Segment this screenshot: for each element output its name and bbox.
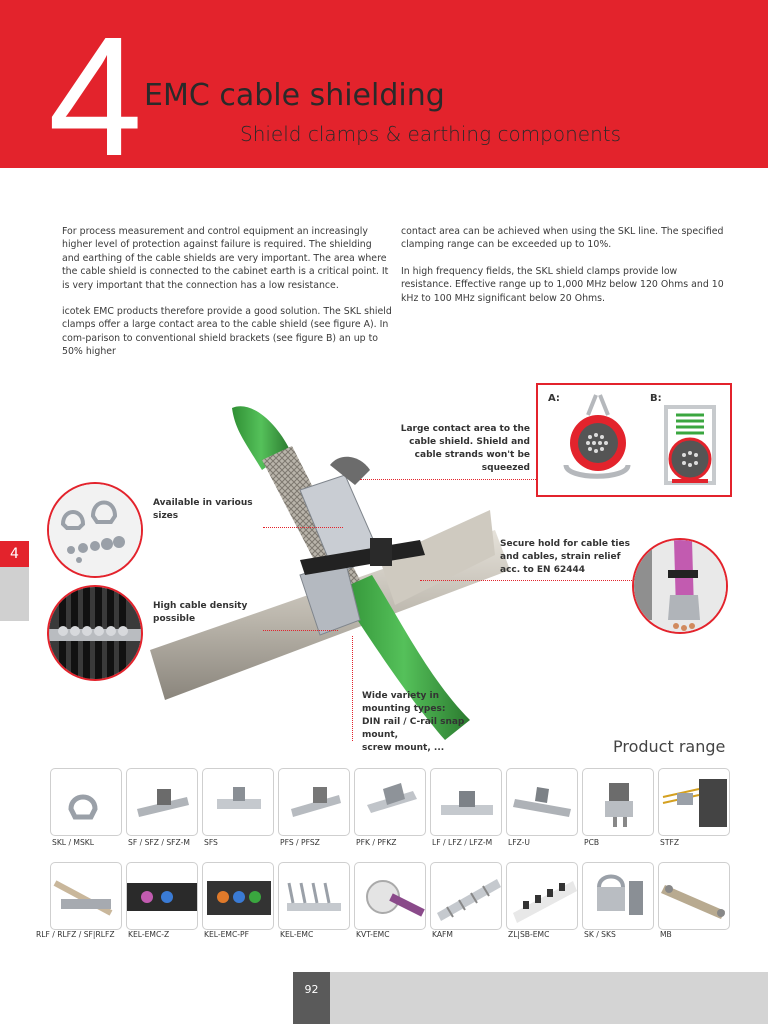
product-label: KVT-EMC — [356, 930, 390, 939]
intro-paragraph: contact area can be achieved when using the SKL line. The specified clamping range can be exceeded up to 10%. — [401, 226, 724, 251]
product-image — [51, 863, 122, 930]
callout-mounting-types — [362, 690, 502, 755]
product-image — [127, 863, 198, 930]
page-subtitle: Shield clamps & earthing components — [240, 122, 622, 146]
product-thumbnail[interactable] — [582, 862, 654, 930]
callout-large-contact: Large contact area to the cable shield. Shield and cable strands won't be squeezed — [400, 424, 530, 473]
page-title: EMC cable shielding — [144, 78, 445, 113]
figure-label-b: B: — [650, 393, 662, 404]
product-label: ZL|SB-EMC — [508, 930, 550, 939]
product-thumbnail[interactable] — [430, 862, 502, 930]
leader-line — [360, 479, 536, 480]
product-label: PFS / PFSZ — [280, 838, 320, 847]
sizes-detail-image — [47, 482, 143, 578]
intro-paragraph: In high frequency fields, the SKL shield clamps provide low resistance. Effective range up to 1,000 MHz below 120 Ohms and 10 kHz to 100 MHz significant below 20 Ohms. — [401, 265, 724, 304]
product-image — [279, 769, 350, 836]
product-image — [507, 863, 578, 930]
leader-line — [352, 636, 353, 741]
product-label: SK / SKS — [584, 930, 616, 939]
product-label: LFZ-U — [508, 838, 530, 847]
product-image — [279, 863, 350, 930]
product-image — [431, 863, 502, 930]
product-label: RLF / RLFZ / SF|RLFZ — [36, 930, 115, 939]
product-image — [583, 769, 654, 836]
callout-various-sizes: Available in various sizes — [153, 498, 253, 521]
product-thumbnail[interactable] — [582, 768, 654, 836]
product-image — [507, 769, 578, 836]
product-label: LF / LFZ / LFZ-M — [432, 838, 493, 847]
product-label: MB — [660, 930, 672, 939]
product-image — [203, 769, 274, 836]
callout-line: screw mount, ... — [362, 743, 445, 753]
product-image — [355, 863, 426, 930]
callout-line: mounting types: — [362, 704, 446, 714]
callout-line: DIN rail / C-rail snap mount, — [362, 717, 465, 740]
product-label: KAFM — [432, 930, 453, 939]
product-image — [659, 769, 730, 836]
footer-bar — [330, 972, 768, 1024]
intro-column-right — [401, 225, 731, 318]
leader-line — [263, 527, 343, 528]
side-tab-number: 4 — [0, 541, 29, 567]
product-label: KEL-EMC — [280, 930, 314, 939]
chapter-number: 4 — [48, 2, 139, 168]
product-range-title: Product range — [613, 737, 726, 756]
product-thumbnail[interactable] — [354, 768, 426, 836]
callout-strain-relief: Secure hold for cable ties and cables, strain relief acc. to EN 62444 — [500, 539, 630, 575]
page-number: 92 — [293, 972, 330, 1024]
product-image — [127, 769, 198, 836]
product-thumbnail[interactable] — [658, 768, 730, 836]
product-thumbnail[interactable] — [658, 862, 730, 930]
product-thumbnail[interactable] — [126, 768, 198, 836]
product-label: SKL / MSKL — [52, 838, 94, 847]
product-thumbnail[interactable] — [506, 862, 578, 930]
figure-label-a: A: — [548, 393, 560, 404]
product-thumbnail[interactable] — [126, 862, 198, 930]
product-label: STFZ — [660, 838, 680, 847]
callout-high-density: High cable density possible — [153, 601, 248, 624]
product-image — [583, 863, 654, 930]
product-thumbnail[interactable] — [202, 862, 274, 930]
density-detail-image — [47, 585, 143, 681]
product-label: KEL-EMC-Z — [128, 930, 170, 939]
product-label: KEL-EMC-PF — [204, 930, 249, 939]
strain-relief-detail-image — [632, 538, 728, 634]
product-image — [659, 863, 730, 930]
product-image — [431, 769, 502, 836]
callout-line: Wide variety in — [362, 691, 440, 701]
leader-line — [420, 580, 632, 581]
product-thumbnail[interactable] — [278, 862, 350, 930]
comparison-figure-ab — [536, 383, 732, 497]
product-label: SFS — [204, 838, 218, 847]
product-label: SF / SFZ / SFZ-M — [128, 838, 190, 847]
product-thumbnail[interactable] — [278, 768, 350, 836]
product-image — [51, 769, 122, 836]
product-thumbnail[interactable] — [50, 768, 122, 836]
intro-column-left — [62, 225, 392, 372]
product-image — [355, 769, 426, 836]
intro-paragraph: For process measurement and control equipment an increasingly higher level of protection against failure is required. The shielding and earthing of the cable shields are very important. The area where the cable shield is connected to the cabinet earth is a critical point. It is very important that the connection has a low resistance. — [62, 226, 389, 291]
product-thumbnail[interactable] — [354, 862, 426, 930]
product-label: PFK / PFKZ — [356, 838, 397, 847]
product-thumbnail[interactable] — [202, 768, 274, 836]
leader-line — [263, 630, 338, 631]
chapter-header — [0, 0, 768, 168]
product-thumbnail[interactable] — [506, 768, 578, 836]
product-image — [203, 863, 274, 930]
product-thumbnail[interactable] — [50, 862, 122, 930]
product-thumbnail[interactable] — [430, 768, 502, 836]
intro-paragraph: icotek EMC products therefore provide a good solution. The SKL shield clamps offer a large contact area to the cable shield (see figure A). In com-parison to conventional shield brackets (see figure B) an up to 50% higher — [62, 306, 392, 358]
product-label: PCB — [584, 838, 600, 847]
